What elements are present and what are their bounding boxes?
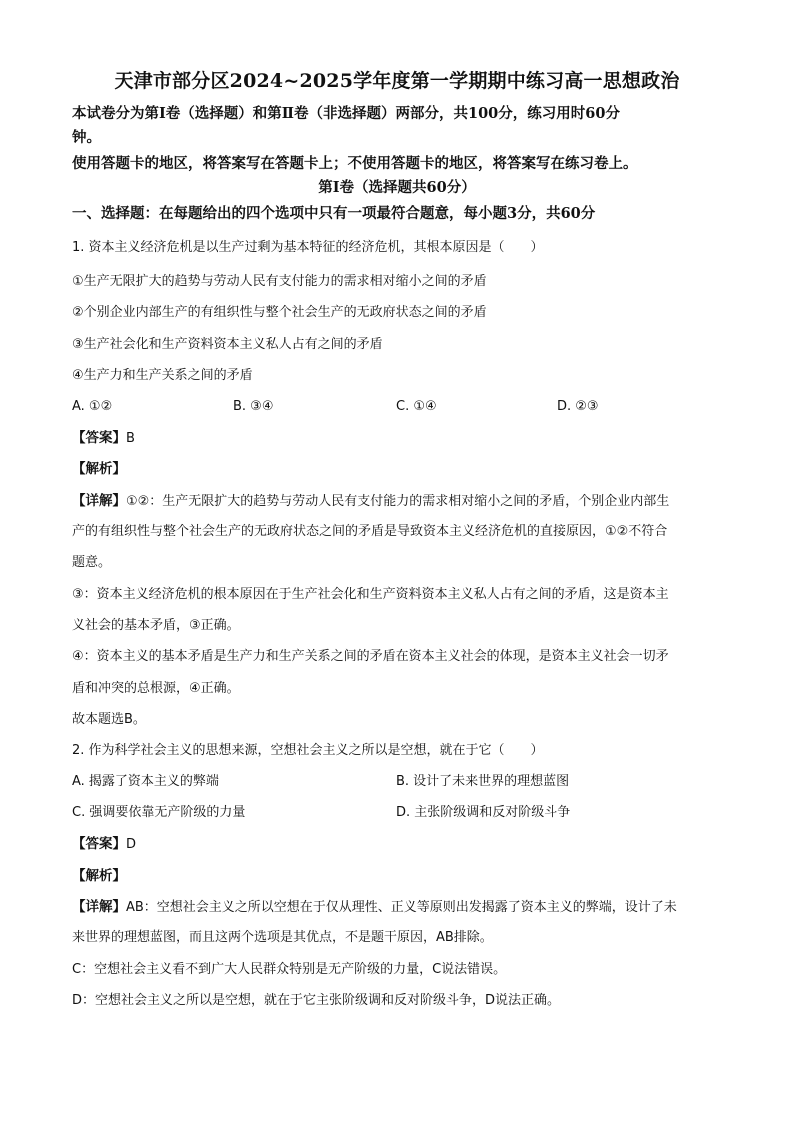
q1-answer-row [72, 428, 135, 449]
q1-detail-line-5: 义社会的基本矛盾，③正确。 [72, 618, 240, 633]
q1-answer-tag: 【答案】 [72, 430, 126, 446]
q1-detail-line-3: 题意。 [72, 555, 112, 570]
q1-detail-line-2: 产的有组织性与整个社会生产的无政府状态之间的矛盾是导致资本主义经济危机的直接原因，①②不符合 [72, 524, 668, 539]
q1-detail-text-1: ①②：生产无限扩大的趋势与劳动人民有支付能力的需求相对缩小之间的矛盾，个别企业内部生 [126, 494, 670, 509]
q2-detail-text-1: AB：空想社会主义之所以空想在于仅从理性、正义等原则出发揭露了资本主义的弊端，设计了未 [126, 900, 677, 915]
q1-option-d: D. ②③ [557, 399, 599, 414]
q1-analysis-tag: 【解析】 [72, 461, 126, 477]
q1-option-b: B. ③④ [233, 399, 274, 414]
q2-option-c: C. 强调要依靠无产阶级的力量 [72, 805, 246, 820]
q1-item-1: ①生产无限扩大的趋势与劳动人民有支付能力的需求相对缩小之间的矛盾 [72, 274, 487, 289]
q2-analysis-tag: 【解析】 [72, 868, 126, 884]
q2-option-d: D. 主张阶级调和反对阶级斗争 [396, 805, 571, 820]
q2-option-a: A. 揭露了资本主义的弊端 [72, 774, 219, 789]
q2-detail-line-1 [72, 897, 677, 918]
q2-analysis-row [72, 866, 126, 886]
intro-line-1: 本试卷分为第Ⅰ卷（选择题）和第Ⅱ卷（非选择题）两部分，共100分，练习用时60分 [72, 105, 620, 122]
intro-line-2: 使用答题卡的地区，将答案写在答题卡上；不使用答题卡的地区，将答案写在练习卷上。 [72, 155, 638, 172]
q2-answer-tag: 【答案】 [72, 836, 126, 852]
document-title: 天津市部分区2024~2025学年度第一学期期中练习高一思想政治 [114, 70, 680, 92]
q1-detail-line-1 [72, 491, 669, 512]
q1-analysis-row [72, 459, 126, 479]
q1-detail-line-8: 故本题选B。 [72, 712, 146, 727]
q1-answer-value: B [126, 431, 135, 446]
q1-stem: 1. 资本主义经济危机是以生产过剩为基本特征的经济危机，其根本原因是（ ） [72, 240, 544, 255]
q1-item-4: ④生产力和生产关系之间的矛盾 [72, 368, 253, 383]
q2-answer-row [72, 834, 136, 855]
q1-detail-line-7: 盾和冲突的总根源，④正确。 [72, 681, 240, 696]
q2-detail-line-3: C：空想社会主义看不到广大人民群众特别是无产阶级的力量，C说法错误。 [72, 962, 507, 977]
q1-option-a: A. ①② [72, 399, 113, 414]
intro-line-1-continued: 钟。 [72, 129, 101, 146]
q1-option-c: C. ①④ [396, 399, 437, 414]
q1-detail-line-4: ③：资本主义经济危机的根本原因在于生产社会化和生产资料资本主义私人占有之间的矛盾，这是资本主 [72, 587, 669, 602]
q2-option-b: B. 设计了未来世界的理想蓝图 [396, 774, 570, 789]
q1-detail-tag: 【详解】 [72, 493, 126, 509]
section-title: 第Ⅰ卷（选择题共60分） [318, 179, 476, 196]
q2-answer-value: D [126, 837, 137, 852]
q2-detail-tag: 【详解】 [72, 899, 126, 915]
q2-detail-line-4: D：空想社会主义之所以是空想，就在于它主张阶级调和反对阶级斗争，D说法正确。 [72, 993, 561, 1008]
q1-item-2: ②个别企业内部生产的有组织性与整个社会生产的无政府状态之间的矛盾 [72, 305, 487, 320]
q1-item-3: ③生产社会化和生产资料资本主义私人占有之间的矛盾 [72, 337, 383, 352]
q2-detail-line-2: 来世界的理想蓝图，而且这两个选项是其优点，不是题干原因，AB排除。 [72, 930, 493, 945]
q2-stem: 2. 作为科学社会主义的思想来源，空想社会主义之所以是空想，就在于它（ ） [72, 743, 544, 758]
part-title: 一、选择题：在每题给出的四个选项中只有一项最符合题意，每小题3分，共60分 [72, 205, 596, 222]
q1-detail-line-6: ④：资本主义的基本矛盾是生产力和生产关系之间的矛盾在资本主义社会的体现，是资本主义社会一切矛 [72, 649, 669, 664]
